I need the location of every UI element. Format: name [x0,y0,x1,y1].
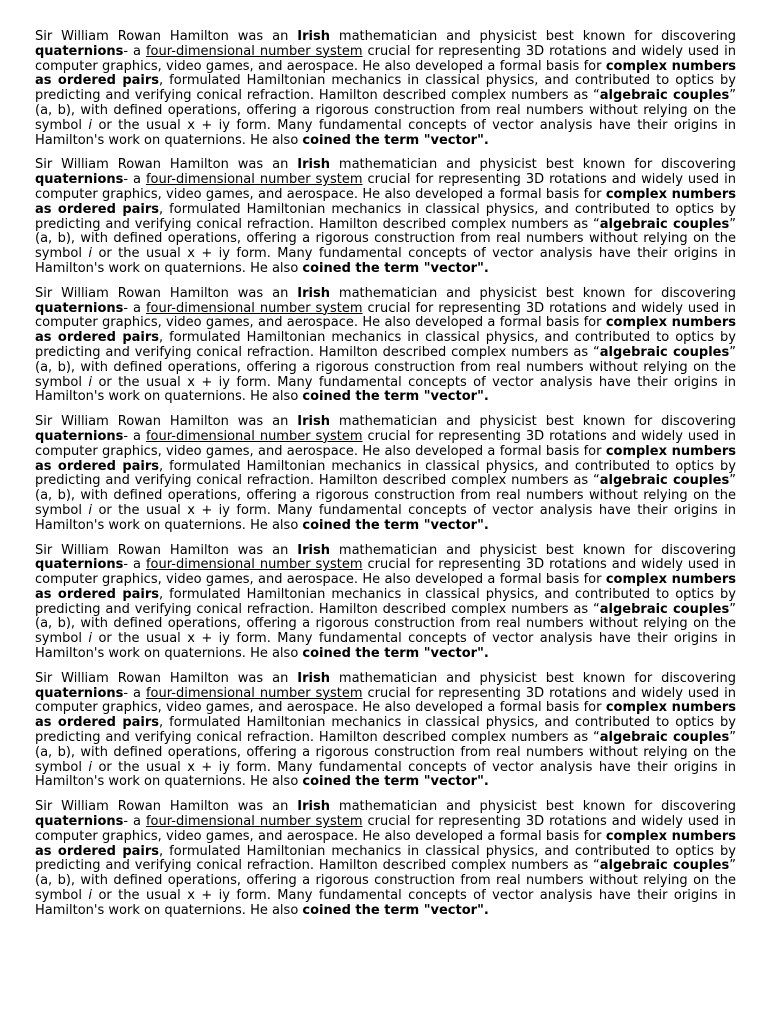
body-text: or the usual x + iy form. Many fundamental concepts of vector analysis have their origins in Hamilton's work on quaternions. He also [35,117,736,148]
bold-text: quaternions [35,43,124,59]
paragraph [35,158,736,276]
paragraph [35,287,736,405]
body-text: crucial for representing 3D rotations and widely used in computer graphics, video games, and aerospace. He also developed a formal basis for [35,685,736,716]
body-text: , formulated Hamiltonian mechanics in classical physics, and contributed to optics by predicting and verifying conical refraction. Hamilton described complex numbers as “ [35,458,736,489]
body-text: mathematician and physicist best known for discovering [329,799,736,815]
body-text: , formulated Hamiltonian mechanics in classical physics, and contributed to optics by predicting and verifying conical refraction. Hamilton described complex numbers as “ [35,586,736,617]
bold-text: Irish [297,670,330,686]
bold-text: coined the term "vector". [302,132,489,148]
bold-text: algebraic couples [599,344,730,360]
bold-text: complex numbers as ordered pairs [35,828,737,859]
body-text: mathematician and physicist best known for discovering [329,285,736,301]
bold-text: quaternions [35,557,124,573]
paragraph [35,415,736,533]
body-text: or the usual x + iy form. Many fundamental concepts of vector analysis have their origins in Hamilton's work on quaternions. He also [35,374,736,405]
underlined-text: four-dimensional number system [145,172,363,188]
body-text: Sir William Rowan Hamilton was an [35,542,298,558]
bold-text: quaternions [35,814,124,830]
bold-text: quaternions [35,685,124,701]
body-text: crucial for representing 3D rotations and widely used in computer graphics, video games, and aerospace. He also developed a formal basis for [35,300,736,331]
underlined-text: four-dimensional number system [145,557,363,573]
body-text: ” (a, b), with defined operations, offering a rigorous construction from real numbers without relying on the symbol [35,473,736,518]
body-text: or the usual x + iy form. Many fundamental concepts of vector analysis have their origins in Hamilton's work on quaternions. He also [35,502,736,533]
paragraph [35,672,736,790]
body-text: Sir William Rowan Hamilton was an [35,29,298,44]
bold-text: quaternions [35,428,124,444]
body-text: ” (a, b), with defined operations, offering a rigorous construction from real numbers without relying on the symbol [35,344,736,390]
body-text: Sir William Rowan Hamilton was an [35,157,298,173]
bold-text: coined the term "vector". [302,389,489,405]
body-text: - a [123,428,146,444]
body-text: crucial for representing 3D rotations and widely used in computer graphics, video games, and aerospace. He also developed a formal basis for [35,172,736,202]
bold-text: Irish [297,29,330,44]
body-text: ” (a, b), with defined operations, offering a rigorous construction from real numbers without relying on the symbol [35,601,736,647]
body-text: crucial for representing 3D rotations and widely used in computer graphics, video games, and aerospace. He also developed a formal basis for [35,43,736,74]
body-text: ” (a, b), with defined operations, offering a rigorous construction from real numbers without relying on the symbol [35,216,736,262]
body-text: Sir William Rowan Hamilton was an [35,670,298,686]
body-text: ” (a, b), with defined operations, offering a rigorous construction from real numbers without relying on the symbol [35,88,736,133]
bold-text: complex numbers as ordered pairs [35,58,737,89]
body-text: mathematician and physicist best known for discovering [329,670,736,686]
bold-text: Irish [297,799,330,815]
italic-text: i [88,246,93,262]
paragraph [35,800,736,918]
bold-text: coined the term "vector". [302,646,489,662]
italic-text: i [88,502,93,518]
body-text: or the usual x + iy form. Many fundamental concepts of vector analysis have their origins in Hamilton's work on quaternions. He also [35,631,736,662]
body-text: Sir William Rowan Hamilton was an [35,414,298,430]
body-text: Sir William Rowan Hamilton was an [35,799,298,815]
bold-text: quaternions [35,172,124,188]
bold-text: complex numbers as ordered pairs [35,315,737,346]
bold-text: algebraic couples [599,88,730,104]
body-text: crucial for representing 3D rotations and widely used in computer graphics, video games, and aerospace. He also developed a formal basis for [35,557,736,588]
bold-text: complex numbers as ordered pairs [35,186,737,217]
underlined-text: four-dimensional number system [145,428,363,444]
body-text: , formulated Hamiltonian mechanics in classical physics, and contributed to optics by predicting and verifying conical refraction. Hamilton described complex numbers as “ [35,843,736,874]
body-text: or the usual x + iy form. Many fundamental concepts of vector analysis have their origins in Hamilton's work on quaternions. He also [35,246,736,276]
body-text: , formulated Hamiltonian mechanics in classical physics, and contributed to optics by predicting and verifying conical refraction. Hamilton described complex numbers as “ [35,330,736,360]
bold-text: algebraic couples [599,858,730,874]
bold-text: algebraic couples [599,730,730,746]
body-text: mathematician and physicist best known for discovering [329,542,736,558]
bold-text: algebraic couples [599,601,730,617]
bold-text: Irish [297,542,330,558]
body-text: - a [123,172,146,188]
body-text: Sir William Rowan Hamilton was an [35,285,298,301]
body-text: - a [123,685,146,701]
document-body [35,30,736,929]
bold-text: coined the term "vector". [302,774,489,790]
bold-text: coined the term "vector". [302,517,489,533]
bold-text: complex numbers as ordered pairs [35,700,737,731]
bold-text: Irish [297,157,330,173]
bold-text: Irish [297,285,330,301]
body-text: , formulated Hamiltonian mechanics in classical physics, and contributed to optics by predicting and verifying conical refraction. Hamilton described complex numbers as “ [35,73,736,104]
bold-text: Irish [297,414,330,430]
paragraph [35,544,736,662]
underlined-text: four-dimensional number system [145,814,363,830]
body-text: crucial for representing 3D rotations and widely used in computer graphics, video games, and aerospace. He also developed a formal basis for [35,814,736,844]
body-text: mathematician and physicist best known for discovering [329,29,736,44]
body-text: crucial for representing 3D rotations and widely used in computer graphics, video games, and aerospace. He also developed a formal basis for [35,428,736,459]
bold-text: algebraic couples [599,216,730,232]
body-text: mathematician and physicist best known for discovering [329,157,736,173]
body-text: mathematician and physicist best known for discovering [329,414,736,430]
body-text: or the usual x + iy form. Many fundamental concepts of vector analysis have their origins in Hamilton's work on quaternions. He also [35,888,736,918]
bold-text: algebraic couples [599,473,730,489]
underlined-text: four-dimensional number system [145,300,363,316]
italic-text: i [88,631,93,647]
body-text: or the usual x + iy form. Many fundamental concepts of vector analysis have their origins in Hamilton's work on quaternions. He also [35,759,736,790]
body-text: - a [123,814,146,830]
underlined-text: four-dimensional number system [145,685,363,701]
body-text: - a [123,557,146,573]
italic-text: i [88,117,93,133]
italic-text: i [88,759,93,775]
bold-text: coined the term "vector". [302,260,489,276]
bold-text: complex numbers as ordered pairs [35,443,737,474]
bold-text: complex numbers as ordered pairs [35,572,737,602]
body-text: , formulated Hamiltonian mechanics in classical physics, and contributed to optics by predicting and verifying conical refraction. Hamilton described complex numbers as “ [35,715,736,746]
body-text: ” (a, b), with defined operations, offering a rigorous construction from real numbers without relying on the symbol [35,858,736,904]
body-text: ” (a, b), with defined operations, offering a rigorous construction from real numbers without relying on the symbol [35,730,736,775]
body-text: - a [123,300,146,316]
italic-text: i [88,888,93,904]
body-text: , formulated Hamiltonian mechanics in classical physics, and contributed to optics by predicting and verifying conical refraction. Hamilton described complex numbers as “ [35,201,736,232]
italic-text: i [88,374,93,390]
bold-text: coined the term "vector". [302,902,489,918]
bold-text: quaternions [35,300,124,316]
paragraph [35,30,736,148]
body-text: - a [123,43,146,59]
underlined-text: four-dimensional number system [145,43,363,59]
